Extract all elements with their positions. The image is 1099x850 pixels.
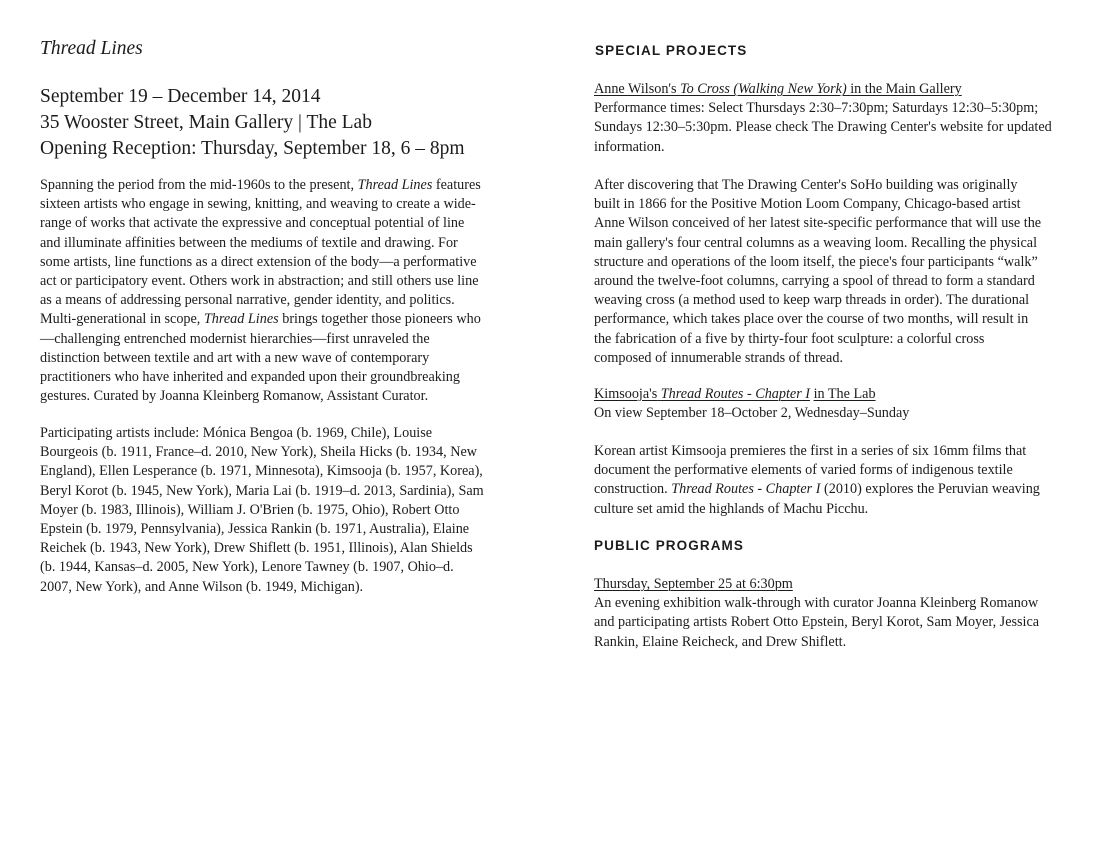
wilson-project: [594, 80, 1062, 157]
title-italic: Thread Lines: [203, 311, 279, 328]
program-date: Thursday, September 25 at 6:30pm: [594, 576, 793, 592]
program-item: [594, 575, 1062, 652]
wilson-project-title: Anne Wilson's To Cross (Walking New York) in the Main Gallery: [594, 81, 962, 97]
kimsooja-view-dates: On view September 18–October 2, Wednesday–Sunday: [594, 405, 910, 422]
exhibition-details: [40, 84, 465, 162]
exhibition-location: 35 Wooster Street, Main Gallery | The Lab: [40, 112, 372, 133]
intro-paragraph: Spanning the period from the mid-1960s to the present, Thread Lines features sixteen artists who engage in sewing, knitting, and weaving to create a wide-range of works that activate the expressive and conceptual potential of line and illuminate affinities between the mediums of textile and drawing. For some artists, line functions as a direct extension of the body—a performative act or participatory event. Others work in abstraction; and still others use line as a means of addressing personal narrative, gender identity, and politics. Multi-generational in scope, Thread Lines brings together those pioneers who—challenging entrenched modernist hierarchies—first unraveled the distinction between textile and art with a new wave of contemporary practitioners who have inherited and expanded upon their groundbreaking gestures. Curated by Joanna Kleinberg Romanow, Assistant Curator.: [40, 177, 481, 405]
exhibition-title: Thread Lines: [40, 38, 143, 59]
opening-reception: Opening Reception: Thursday, September 18, 6 – 8pm: [40, 138, 465, 159]
wilson-description: After discovering that The Drawing Center's SoHo building was originally built in 1866 for the Positive Motion Loom Company, Chicago-based artist Anne Wilson conceived of her latest site-specific performance that will use the main gallery's four central columns as a weaving loom. Recalling the physical structure and operations of the loom itself, the piece's four participants “walk” around the twelve-foot columns, carrying a spool of thread to form a standard weaving cross (a method used to keep warp threads in order). The durational performance, which takes place over the course of two months, will result in the fabrication of a five by thirty-four foot sculpture: a colorful cross composed of innumerable strands of thread.: [594, 177, 1042, 366]
kimsooja-project-title: Kimsooja's Thread Routes - Chapter I: [594, 386, 811, 402]
kimsooja-project: Kimsooja's Thread Routes - Chapter I in The Lab On view September 18–October 2, Wednesday–Sunday: [594, 385, 1062, 423]
public-programs-heading: PUBLIC PROGRAMS: [594, 538, 745, 553]
kimsooja-description: Korean artist Kimsooja premieres the first in a series of six 16mm films that document the performative elements of varied forms of indigenous textile construction. Thread Routes - Chapter I (2010) explores the Peruvian weaving culture set amid the highlands of Machu Picchu.: [594, 443, 1040, 517]
special-projects-heading: SPECIAL PROJECTS: [595, 43, 748, 58]
wilson-performance-times: Performance times: Select Thursdays 2:30–7:30pm; Saturdays 12:30–5:30pm; Sundays 12:30–5:30pm. Please check The Drawing Center's website for updated information.: [594, 100, 1052, 155]
artists-paragraph: Participating artists include: Mónica Bengoa (b. 1969, Chile), Louise Bourgeois (b. 1911, France–d. 2010, New York), Sheila Hicks (b. 1934, New England), Ellen Lesperance (b. 1971, Minnesota), Kimsooja (b. 1957, Korea), Beryl Korot (b. 1945, New York), Maria Lai (b. 1919–d. 2013, Sardinia), Sam Moyer (b. 1983, Illinois), William J. O'Brien (b. 1975, Ohio), Robert Otto Epstein (b. 1979, Pennsylvania), Jessica Rankin (b. 1971, Australia), Elaine Reichek (b. 1943, New York), Drew Shiflett (b. 1951, Illinois), Alan Shields (b. 1944, Kansas–d. 2005, New York), Lenore Tawney (b. 1907, Ohio–d. 2007, New York), and Anne Wilson (b. 1949, Michigan).: [40, 425, 484, 595]
exhibition-dates: September 19 – December 14, 2014: [40, 86, 321, 107]
program-description: An evening exhibition walk-through with curator Joanna Kleinberg Romanow and participating artists Robert Otto Epstein, Beryl Korot, Sam Moyer, Jessica Rankin, Elaine Reicheck, and Drew Shiflett.: [594, 595, 1040, 650]
title-italic: Thread Lines: [357, 177, 433, 193]
